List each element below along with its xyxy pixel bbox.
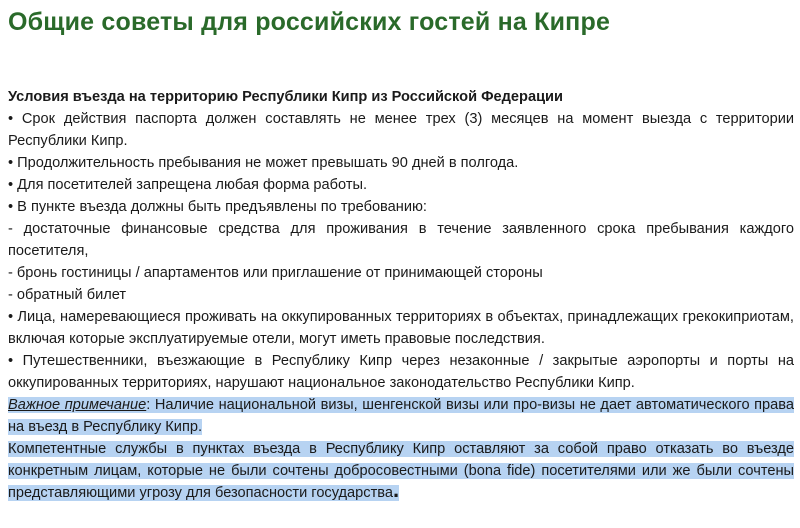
important-note-text: Наличие национальной визы, шенгенской визы или про-визы не дает автоматического права на въезд в Республику Кипр. bbox=[8, 397, 794, 435]
section-heading: Условия въезда на территорию Республики Кипр из Российской Федерации bbox=[8, 89, 563, 105]
document-item-return-ticket: - обратный билет bbox=[8, 287, 127, 303]
important-note-colon: : bbox=[146, 397, 151, 413]
important-note bbox=[8, 394, 794, 438]
final-period: . bbox=[392, 477, 400, 502]
important-note-label: Важное примечание bbox=[8, 397, 147, 413]
document-item-booking: - бронь гостиницы / апартаментов или приглашение от принимающей стороны bbox=[8, 265, 543, 281]
entry-refusal-text: Компетентные службы в пунктах въезда в Республику Кипр оставляют за собой право отказать во въезде конкретным лицам, которые не были сочтены добросовестными (bona fide) посетителями или же были сочтены представляющими угрозу для безопасности государства bbox=[8, 441, 794, 501]
article-body bbox=[8, 86, 794, 504]
warning-occupied-properties: • Лица, намеревающиеся проживать на оккупированных территориях в объектах, принадлежащих грекокиприотам, включая которые эксплуатируемые отели, могут иметь правовые последствия. bbox=[8, 309, 794, 347]
warning-illegal-ports: • Путешественники, въезжающие в Республику Кипр через незаконные / закрытые аэропорты и порты на оккупированных территориях, нарушают национальное законодательство Республики Кипр. bbox=[8, 353, 794, 391]
requirement-documents-intro: • В пункте въезда должны быть предъявлены по требованию: bbox=[8, 199, 427, 215]
entry-refusal-paragraph bbox=[8, 438, 794, 504]
requirement-stay-duration: • Продолжительность пребывания не может превышать 90 дней в полгода. bbox=[8, 155, 519, 171]
document-item-funds: - достаточные финансовые средства для проживания в течение заявленного срока пребывания каждого посетителя, bbox=[8, 221, 794, 259]
requirement-passport: • Срок действия паспорта должен составлять не менее трех (3) месяцев на момент выезда с территории Республики Кипр. bbox=[8, 111, 794, 149]
requirement-no-work: • Для посетителей запрещена любая форма работы. bbox=[8, 177, 368, 193]
page-title: Общие советы для российских гостей на Кипре bbox=[8, 8, 611, 36]
